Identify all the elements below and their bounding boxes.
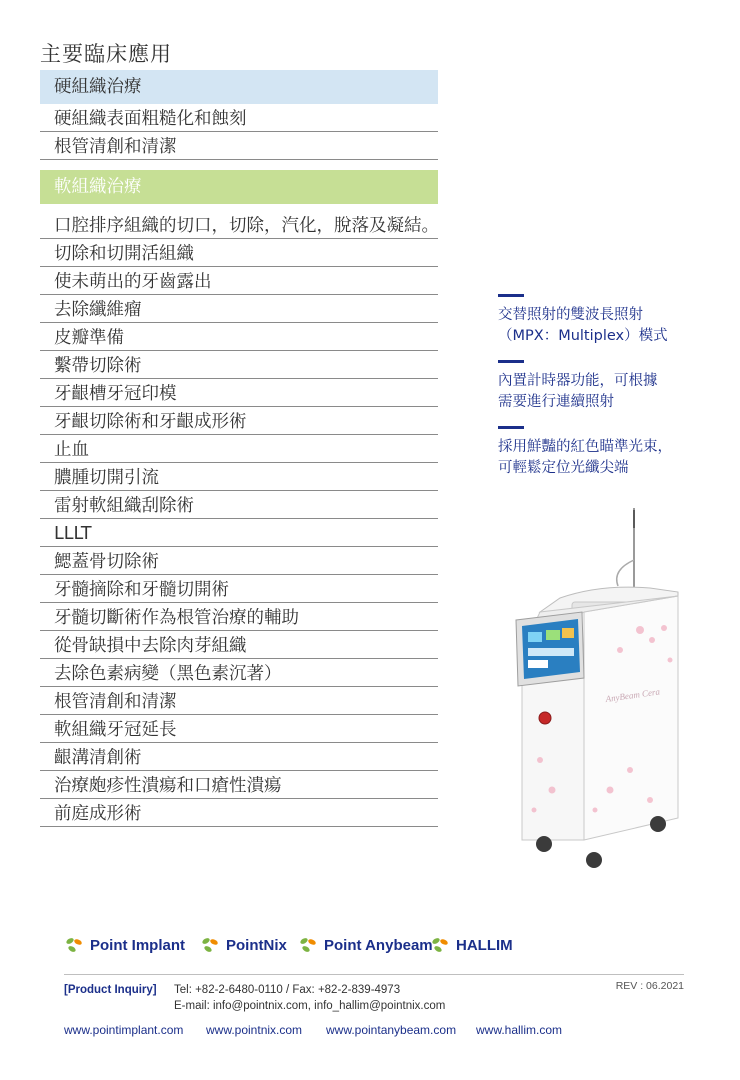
hard-tissue-items <box>40 104 438 160</box>
list-item: 去除纖維瘤 <box>40 295 438 323</box>
list-item: 膿腫切開引流 <box>40 463 438 491</box>
page-title: 主要臨床應用 <box>40 42 172 66</box>
list-item: 鰓蓋骨切除術 <box>40 547 438 575</box>
section-heading-soft-tissue: 軟組織治療 <box>40 170 438 204</box>
list-item: 根管清創和清潔 <box>40 687 438 715</box>
list-item: 去除色素病變（黑色素沉著） <box>40 659 438 687</box>
brand-hallim <box>430 936 513 954</box>
list-item: 齦溝清創術 <box>40 743 438 771</box>
feature-item <box>484 294 724 347</box>
clinical-applications-list <box>40 70 438 827</box>
footer-divider <box>64 974 684 975</box>
list-item: 牙髓摘除和牙髓切開術 <box>40 575 438 603</box>
list-item: 治療皰疹性潰瘍和口瘡性潰瘍 <box>40 771 438 799</box>
feature-line: 內置計時器功能，可根據 <box>498 373 658 389</box>
contact-email: E-mail: info@pointnix.com, info_hallim@pointnix.com <box>174 1000 446 1012</box>
list-item: 使未萌出的牙齒露出 <box>40 267 438 295</box>
feature-item <box>484 360 724 413</box>
list-item: 皮瓣準備 <box>40 323 438 351</box>
link-pointanybeam[interactable]: www.pointanybeam.com <box>326 1023 457 1037</box>
product-inquiry-label: [Product Inquiry] <box>64 984 157 996</box>
feature-bar <box>498 294 524 297</box>
link-pointnix[interactable]: www.pointnix.com <box>206 1023 303 1037</box>
list-item: 硬組織表面粗糙化和蝕刻 <box>40 104 438 132</box>
feature-item <box>484 426 724 479</box>
brand-point-anybeam <box>298 936 433 954</box>
brand-leaf-icon <box>298 936 318 954</box>
brand-leaf-icon <box>430 936 450 954</box>
list-item: 軟組織牙冠延長 <box>40 715 438 743</box>
list-item: 牙齦切除術和牙齦成形術 <box>40 407 438 435</box>
feature-line: 採用鮮豔的紅色瞄準光束， <box>498 439 672 455</box>
brand-name: PointNix <box>226 936 287 954</box>
brand-leaf-icon <box>64 936 84 954</box>
feature-bar <box>498 360 524 363</box>
brand-pointnix <box>200 936 287 954</box>
contact-phone-fax: Tel: +82-2-6480-0110 / Fax: +82-2-839-4973 <box>174 984 401 996</box>
link-pointimplant[interactable]: www.pointimplant.com <box>64 1023 184 1037</box>
list-item: 止血 <box>40 435 438 463</box>
device-label: AnyBeam Cera <box>604 686 661 704</box>
brand-leaf-icon <box>200 936 220 954</box>
brand-name: Point Anybeam <box>324 936 433 954</box>
list-item: 牙齦槽牙冠印模 <box>40 379 438 407</box>
list-item: 牙髓切斷術作為根管治療的輔助 <box>40 603 438 631</box>
feature-bar <box>498 426 524 429</box>
feature-line: 需要進行連續照射 <box>498 394 614 410</box>
revision-label: REV : 06.2021 <box>615 980 684 992</box>
feature-list <box>484 294 724 492</box>
list-item: 從骨缺損中去除肉芽組織 <box>40 631 438 659</box>
link-hallim[interactable]: www.hallim.com <box>476 1023 563 1037</box>
list-item: 切除和切開活組織 <box>40 239 438 267</box>
section-heading-hard-tissue: 硬組織治療 <box>40 70 438 104</box>
brand-logos <box>64 936 684 964</box>
brand-name: Point Implant <box>90 936 185 954</box>
list-item: 繫帶切除術 <box>40 351 438 379</box>
list-item: 前庭成形術 <box>40 799 438 827</box>
list-item: LLLT <box>40 519 438 547</box>
brand-name: HALLIM <box>456 936 513 954</box>
list-item: 口腔排序組織的切口，切除，汽化，脫落及凝結。 <box>40 211 438 239</box>
brand-point-implant <box>64 936 185 954</box>
list-item: 根管清創和清潔 <box>40 132 438 160</box>
feature-line: 交替照射的雙波長照射 <box>498 307 643 323</box>
feature-line: （MPX：Multiplex）模式 <box>498 328 668 344</box>
laser-device-image <box>500 500 700 870</box>
feature-line: 可輕鬆定位光纖尖端 <box>498 460 629 476</box>
soft-tissue-items <box>40 211 438 827</box>
list-item: 雷射軟組織刮除術 <box>40 491 438 519</box>
